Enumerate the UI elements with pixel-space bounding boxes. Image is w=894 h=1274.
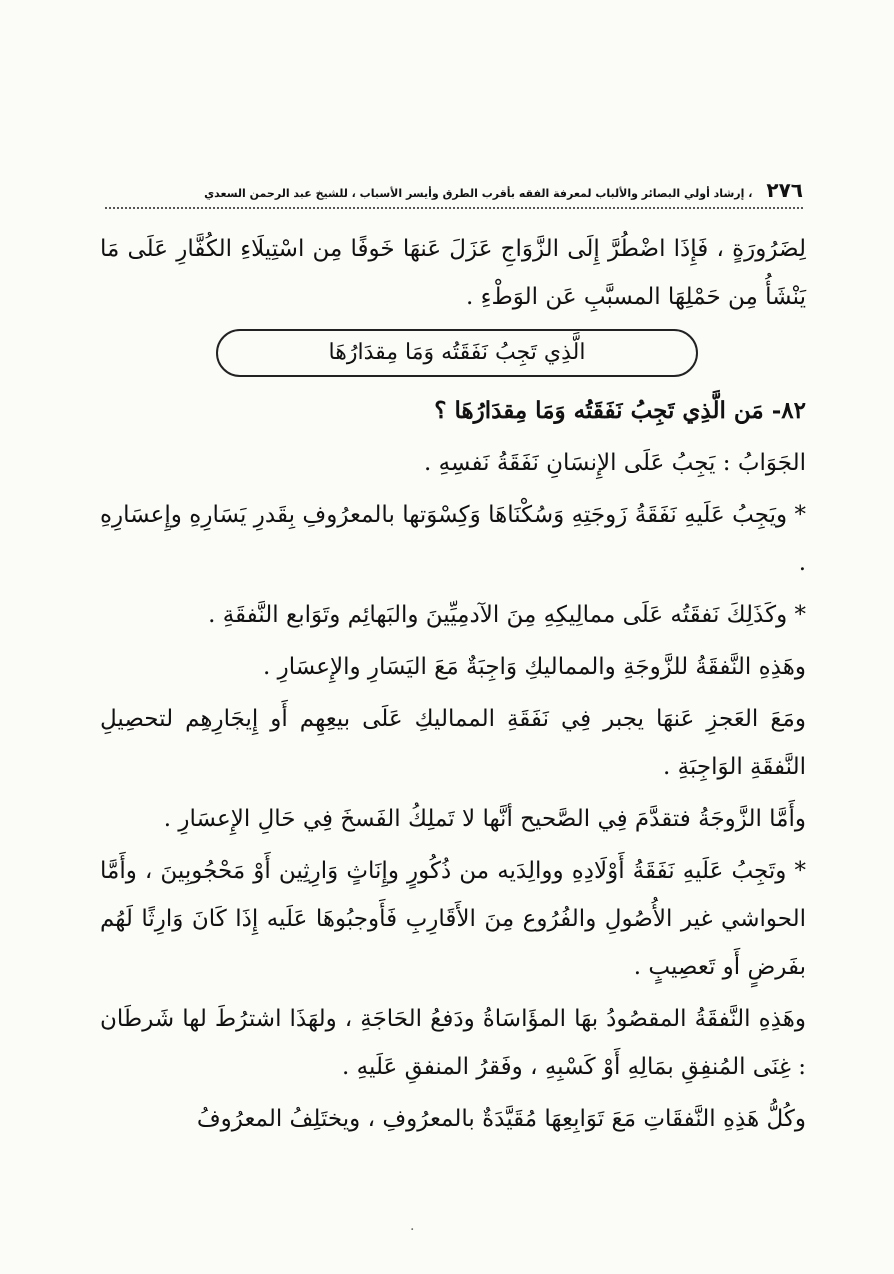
body-text [100,225,806,1147]
intro-paragraph: لِضَرُورَةٍ ، فَإِذَا اضْطُرَّ إِلَى الزَّوَاجِ عَزَلَ عَنهَا خَوفًا مِن اسْتِيلَاءِ الكُفَّارِ عَلَى مَا يَنْشَأُ مِن حَمْلِهَا المسبَّبِ عَن الوَطْءِ . [100,236,806,310]
question-82: ٨٢- مَن الَّذِي تَجِبُ نَفَقَتُه وَمَا مِقدَارُهَا ؟ [434,397,806,424]
header-title: ، إرشاد أولي البصائر والألباب لمعرفة الفقه بأقرب الطرق وأيسر الأسباب ، للشيخ عبد الرحمن السعدي [204,187,753,200]
paragraph-wife-annulment: وأَمَّا الزَّوجَةُ فتقدَّمَ فِي الصَّحيح أنَّها لا تَملِكُ الفَسخَ فِي حَالِ الإِعسَارِ . [163,806,806,832]
paragraph-slaves-animals: * وكَذَلِكَ نَفقَتُه عَلَى ممالِيكِهِ مِنَ الآدمِيِّينَ والبَهائِم وتَوَابع النَّفقَةِ . [208,602,806,628]
paragraph-conditions: وهَذِهِ النَّفقَةُ المقصُودُ بهَا المؤَاسَاةُ ودَفعُ الحَاجَةِ ، ولهَذَا اشترُطَ لها شَرطَان : غِنَى المُنفِقِ بمَالِهِ أَوْ كَسْبِهِ ، وفَقرُ المنفقِ عَلَيهِ . [100,1006,806,1080]
answer-line: الجَوَابُ : يَجِبُ عَلَى الإِنسَانِ نَفَقَةُ نَفسِهِ . [424,450,806,476]
running-header [105,178,803,202]
page-number: ٢٧٦ [766,178,803,202]
paragraph-obligation: وهَذِهِ النَّفقَةُ للزَّوجَةِ والمماليكِ وَاجِبَةٌ مَعَ اليَسَارِ والإِعسَارِ . [263,654,806,680]
paragraph-customary: وكُلُّ هَذِهِ النَّفقَاتِ مَعَ تَوَابِعِهَا مُقَيَّدَةٌ بالمعرُوفِ ، ويختَلِفُ المعرُوفُ [196,1106,806,1132]
footer-mark: . [410,1218,415,1234]
paragraph-inability: ومَعَ العَجزِ عَنهَا يجبر فِي نَفَقَةِ المماليكِ عَلَى بيعِهِم أَو إِيجَارِهِم لتحصِيلِ النَّفقَةِ الوَاجِبَةِ . [100,706,806,780]
header-divider [105,207,803,209]
section-heading-box [216,329,698,377]
paragraph-children-parents: * وتَجِبُ عَلَيهِ نَفَقَةُ أَوْلَادِهِ ووالِدَيه من ذُكُورٍ وإِنَاثٍ وَارِثِين أَوْ مَحْجُوبِينَ ، وأَمَّا الحواشي غير الأُصُولِ والفُرُوع مِنَ الأَقَارِبِ فَأَوجبُوهَا عَلَيه إِذَا كَانَ وَارِثًا لَهُم بفَرضٍ أَو تَعصِيبٍ . [100,858,806,980]
section-heading: الَّذِي تَجِبُ نَفَقَتُه وَمَا مِقدَارُهَا [328,340,586,365]
paragraph-wife-maintenance: * ويَجِبُ عَلَيهِ نَفَقَةُ زَوجَتِهِ وَسُكْنَاهَا وَكِسْوَتها بالمعرُوفِ بِقَدرِ يَسَارِهِ وإِعسَارِهِ . [100,502,806,576]
